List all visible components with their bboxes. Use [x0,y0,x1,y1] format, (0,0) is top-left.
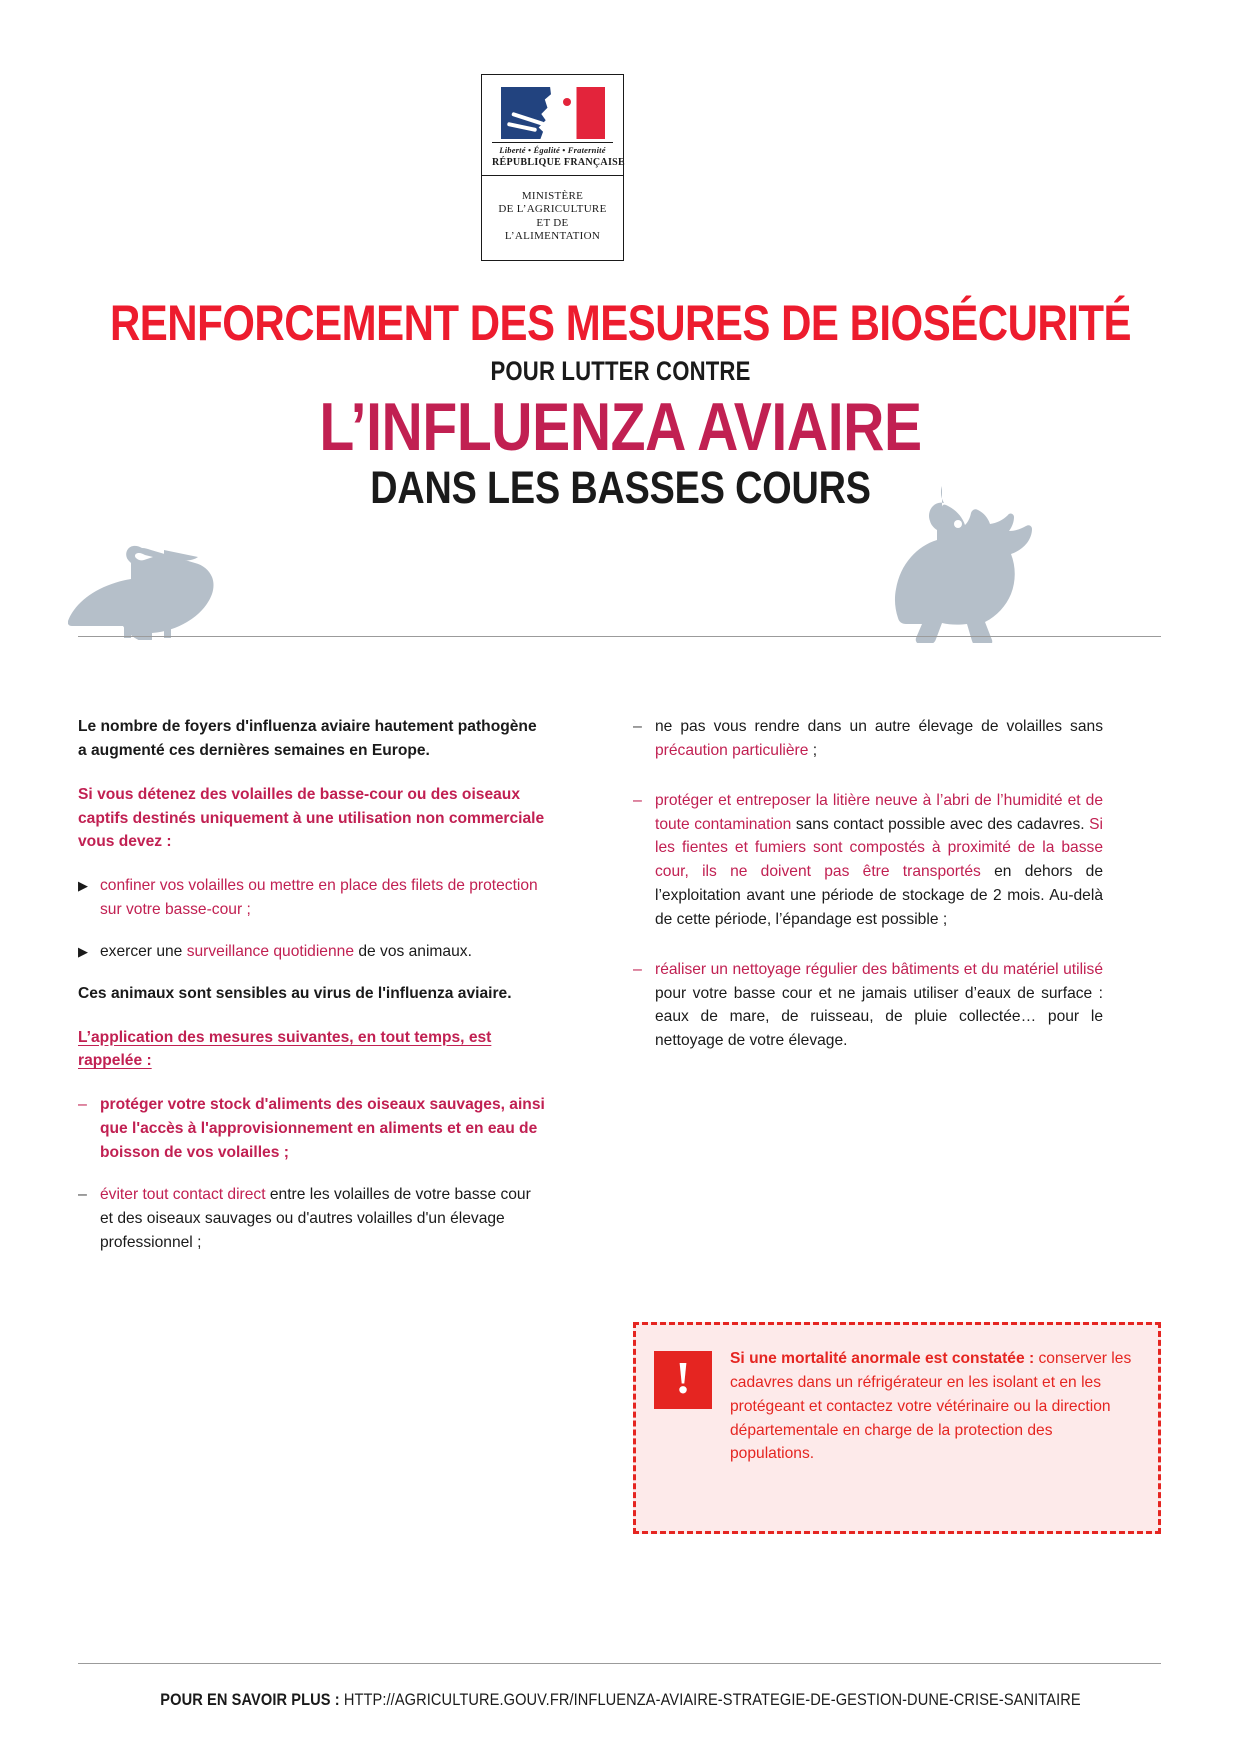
hen-silhouette-icon [880,478,1070,643]
duck-silhouette-icon [68,520,308,640]
footer-divider [78,1663,1161,1664]
title-line-reinforcement: RENFORCEMENT DES MESURES DE BIOSÉCURITÉ [109,295,1132,351]
ministry-line-2: DE L’AGRICULTURE [498,203,607,216]
ministry-line-4: L’ALIMENTATION [504,230,601,243]
dash-bullet-icon: – [78,1096,87,1114]
left-column [78,715,548,1272]
title-line-influenza: L’INFLUENZA AVIAIRE [319,388,922,465]
condition-heading: Si vous détenez des volailles de basse-cour ou des oiseaux captifs destinés uniquement à une utilisation non commerciale vous devez : [78,785,545,851]
bullet-text: exercer une surveillance quotidienne de vos animaux. [100,942,472,960]
dash-bullet-icon: – [633,960,642,978]
sensitive-note: Ces animaux sont sensibles au virus de l'influenza aviaire. [78,984,512,1002]
exclamation-icon: ! [654,1351,712,1409]
list-item [78,1093,548,1165]
right-column [633,715,1103,1079]
alert-rest-text: conserver les cadavres dans un réfrigérateur en les isolant et en les protégeant et contactez votre vétérinaire ou la direction départementale en charge de la protection des populations. [730,1350,1132,1463]
ministry-line-1: MINISTÈRE [521,190,584,202]
ministry-line-3: ET DE [536,216,569,229]
footer [87,1690,1154,1710]
header-divider [78,636,1161,637]
footer-url[interactable]: HTTP://AGRICULTURE.GOUV.FR/INFLUENZA-AVIAIRE-STRATEGIE-DE-GESTION-DUNE-CRISE-SANITAIRE [339,1690,1081,1709]
devise-text: Liberté • Égalité • Fraternité [492,142,613,155]
ministry-logo [481,74,624,261]
title-line-subtitle: POUR LUTTER CONTRE [490,356,751,386]
republic-logo [482,75,623,176]
list-item [78,940,548,964]
arrow-bullet-icon: ▶ [78,943,88,959]
bullet-text: ne pas vous rendre dans un autre élevage de volailles sans précaution particulière ; [655,718,1103,759]
republique-text: RÉPUBLIQUE FRANÇAISE [492,157,625,168]
intro-paragraph: Le nombre de foyers d'influenza aviaire hautement pathogène a augmenté ces dernières semaines en Europe. [78,718,537,759]
list-item [633,958,1103,1053]
bullet-text: protéger et entreposer la litière neuve à l’abri de l’humidité et de toute contamination sans contact possible avec des cadavres. Si les fientes et fumiers sont compostés à proximité de la basse cour, ils ne doivent pas être transportés en dehors de l’exploitation avant une période de stockage de 2 mois. Au-delà de cette période, l’épandage est possible ; [655,791,1103,928]
list-item [633,789,1103,932]
list-item [78,1183,548,1255]
alert-bold-text: Si une mortalité anormale est constatée : [730,1350,1035,1367]
list-item [78,874,548,922]
mortality-alert-box [633,1322,1161,1534]
alert-text [730,1347,1138,1466]
footer-label: POUR EN SAVOIR PLUS : [160,1690,340,1709]
arrow-bullet-icon: ▶ [78,878,88,894]
marianne-flag-icon [501,87,605,139]
dash-bullet-icon: – [633,791,642,809]
ministry-name [482,176,623,260]
bullet-text: protéger votre stock d'aliments des oiseaux sauvages, ainsi que l'accès à l'approvisionnement en aliments et en eau de boisson de vos volailles ; [100,1096,545,1161]
bullet-text: confiner vos volailles ou mettre en place des filets de protection sur votre basse-cour ; [100,877,538,919]
list-item [633,715,1103,763]
title-line-basses-cours: DANS LES BASSES COURS [370,461,871,513]
bullet-text: réaliser un nettoyage régulier des bâtiments et du matériel utilisé pour votre basse cour et ne jamais utiliser d’eaux de surface : eaux de mare, de ruisseau, de pluie collectée… pour le nettoyage de votre élevage. [655,960,1103,1050]
dash-bullet-icon: – [633,718,642,735]
dash-bullet-icon: – [78,1185,87,1203]
reminder-heading: L’application des mesures suivantes, en tout temps, est rappelée : [78,1028,492,1070]
bullet-text: éviter tout contact direct entre les volailles de votre basse cour et des oiseaux sauvages ou d'autres volailles d'un élevage professionnel ; [100,1185,531,1251]
